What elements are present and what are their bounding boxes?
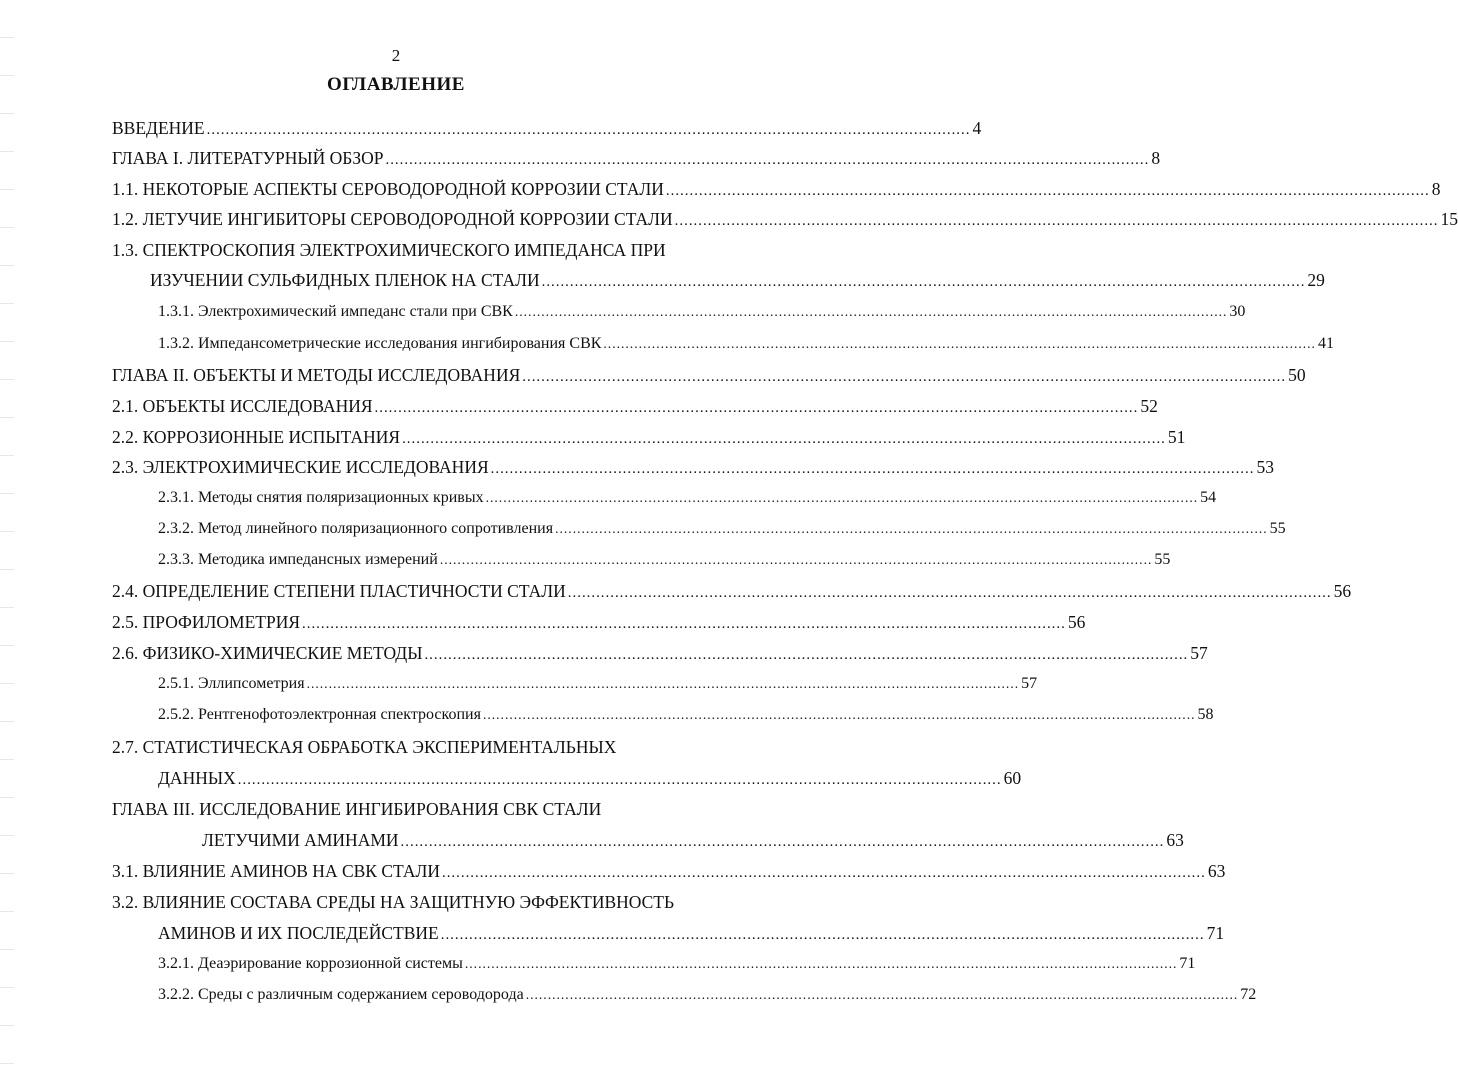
toc-entry-page: 51 xyxy=(1167,427,1186,447)
toc-entry-2-3-3[interactable] xyxy=(158,551,1171,569)
toc-entry-1-3[interactable] xyxy=(112,240,738,261)
toc-entry-1-1[interactable] xyxy=(112,179,1441,200)
toc-entry-text: 2.5. ПРОФИЛОМЕТРИЯ xyxy=(112,612,301,632)
leader-dots: .................................................................................................................................................................. xyxy=(555,521,1268,536)
leader-dots: .................................................................................................................................................................. xyxy=(541,274,1306,290)
toc-entry-text: 2.6. ФИЗИКО-ХИМИЧЕСКИЕ МЕТОДЫ xyxy=(112,643,423,663)
toc-entry-text: 2.3.1. Методы снятия поляризационных кривых xyxy=(158,489,484,506)
toc-entry-2-7-continuation[interactable] xyxy=(158,768,1022,789)
toc-entry-page: 57 xyxy=(1021,675,1038,692)
leader-dots: .................................................................................................................................................................. xyxy=(237,772,1002,788)
toc-entry-page: 41 xyxy=(1317,335,1334,352)
leader-dots: .................................................................................................................................................................. xyxy=(439,552,1153,567)
toc-entry-chapter-1[interactable] xyxy=(112,148,1161,169)
leader-dots: .................................................................................................................................................................. xyxy=(374,400,1139,416)
toc-entry-1-3-continuation[interactable] xyxy=(150,270,1325,291)
toc-entry-3-2-continuation[interactable] xyxy=(158,923,1225,944)
toc-entry-text: 3.2.2. Среды с различным содержанием сероводорода xyxy=(158,986,524,1003)
toc-entry-page: 60 xyxy=(1003,768,1022,788)
toc-entry-3-2-1[interactable] xyxy=(158,955,1196,973)
leader-dots: .................................................................................................................................................................. xyxy=(490,461,1255,477)
toc-entry-1-3-1[interactable] xyxy=(158,303,1246,321)
toc-entry-text: ГЛАВА I. ЛИТЕРАТУРНЫЙ ОБЗОР xyxy=(112,148,384,168)
leader-dots: .................................................................................................................................................................. xyxy=(400,834,1165,850)
toc-entry-3-2[interactable] xyxy=(112,892,738,913)
toc-entry-text: 1.3. СПЕКТРОСКОПИЯ ЭЛЕКТРОХИМИЧЕСКОГО ИМПЕДАНСА ПРИ xyxy=(112,240,666,260)
toc-entry-text: 2.3.3. Методика импедансных измерений xyxy=(158,551,438,568)
leader-dots: .................................................................................................................................................................. xyxy=(206,122,971,138)
toc-entry-text: 1.1. НЕКОТОРЫЕ АСПЕКТЫ СЕРОВОДОРОДНОЙ КОРРОЗИИ СТАЛИ xyxy=(112,179,664,199)
leader-dots: .................................................................................................................................................................. xyxy=(442,865,1206,881)
leader-dots: .................................................................................................................................................................. xyxy=(385,152,1150,168)
leader-dots: .................................................................................................................................................................. xyxy=(567,585,1332,601)
toc-entry-text: 2.4. ОПРЕДЕЛЕНИЕ СТЕПЕНИ ПЛАСТИЧНОСТИ СТАЛИ xyxy=(112,581,566,601)
toc-entry-page: 58 xyxy=(1197,706,1214,723)
toc-entry-text: 2.1. ОБЪЕКТЫ ИССЛЕДОВАНИЯ xyxy=(112,396,373,416)
leader-dots: .................................................................................................................................................................. xyxy=(674,213,1439,229)
toc-entry-chapter-3[interactable] xyxy=(112,799,738,820)
toc-entry-2-6[interactable] xyxy=(112,643,1208,664)
toc-entry-text: ГЛАВА III. ИССЛЕДОВАНИЕ ИНГИБИРОВАНИЯ СВК СТАЛИ xyxy=(112,799,602,819)
toc-entry-text: 2.2. КОРРОЗИОННЫЕ ИСПЫТАНИЯ xyxy=(112,427,401,447)
toc-entry-page: 63 xyxy=(1207,861,1226,881)
toc-entry-2-5-1[interactable] xyxy=(158,675,1038,693)
toc-entry-page: 8 xyxy=(1151,148,1161,168)
toc-entry-text: 1.3.2. Импедансометрические исследования ингибирования СВК xyxy=(158,335,602,352)
toc-entry-text: ВВЕДЕНИЕ xyxy=(112,118,205,138)
toc-entry-text: 2.5.1. Эллипсометрия xyxy=(158,675,305,692)
toc-entry-3-2-2[interactable] xyxy=(158,986,1257,1004)
toc-entry-page: 56 xyxy=(1333,581,1352,601)
leader-dots: .................................................................................................................................................................. xyxy=(603,336,1316,351)
toc-entry-2-5-2[interactable] xyxy=(158,706,1214,724)
leader-dots: .................................................................................................................................................................. xyxy=(464,956,1178,971)
leader-dots: .................................................................................................................................................................. xyxy=(402,431,1166,447)
toc-entry-page: 29 xyxy=(1307,270,1325,290)
toc-entry-page: 54 xyxy=(1200,489,1217,506)
toc-entry-2-7[interactable] xyxy=(112,737,738,758)
toc-entry-2-4[interactable] xyxy=(112,581,1352,602)
leader-dots: .................................................................................................................................................................. xyxy=(440,927,1205,943)
toc-entry-2-1[interactable] xyxy=(112,396,1158,417)
toc-entry-page: 71 xyxy=(1206,923,1225,943)
leader-dots: .................................................................................................................................................................. xyxy=(665,183,1430,199)
toc-entry-introduction[interactable] xyxy=(112,118,982,139)
toc-entry-page: 56 xyxy=(1067,612,1086,632)
toc-entry-2-3-2[interactable] xyxy=(158,520,1286,538)
toc-entry-text: ДАННЫХ xyxy=(158,768,236,788)
toc-entry-page: 50 xyxy=(1288,365,1306,385)
toc-entry-text: 2.3. ЭЛЕКТРОХИМИЧЕСКИЕ ИССЛЕДОВАНИЯ xyxy=(112,457,489,477)
toc-entry-chapter-3-continuation[interactable] xyxy=(202,830,1184,851)
leader-dots: .................................................................................................................................................................. xyxy=(525,987,1239,1002)
toc-entry-2-5[interactable] xyxy=(112,612,1086,633)
toc-entry-text: 3.2. ВЛИЯНИЕ СОСТАВА СРЕДЫ НА ЗАЩИТНУЮ ЭФФЕКТИВНОСТЬ xyxy=(112,892,675,912)
toc-entry-2-3[interactable] xyxy=(112,457,1274,478)
toc-entry-page: 8 xyxy=(1431,179,1441,199)
toc-entry-page: 52 xyxy=(1140,396,1158,416)
leader-dots: .................................................................................................................................................................. xyxy=(306,676,1020,691)
toc-entry-text: 1.2. ЛЕТУЧИЕ ИНГИБИТОРЫ СЕРОВОДОРОДНОЙ КОРРОЗИИ СТАЛИ xyxy=(112,209,673,229)
toc-title: ОГЛАВЛЕНИЕ xyxy=(327,74,465,95)
leader-dots: .................................................................................................................................................................. xyxy=(485,490,1199,505)
toc-entry-text: 3.1. ВЛИЯНИЕ АМИНОВ НА СВК СТАЛИ xyxy=(112,861,440,881)
toc-entry-text: ИЗУЧЕНИИ СУЛЬФИДНЫХ ПЛЕНОК НА СТАЛИ xyxy=(150,270,540,290)
toc-entry-1-3-2[interactable] xyxy=(158,335,1334,353)
toc-entry-2-3-1[interactable] xyxy=(158,489,1217,507)
toc-entry-text: 1.3.1. Электрохимический импеданс стали при СВК xyxy=(158,303,513,320)
toc-entry-text: 2.5.2. Рентгенофотоэлектронная спектроскопия xyxy=(158,706,481,723)
toc-entry-page: 15 xyxy=(1440,209,1458,229)
leader-dots: .................................................................................................................................................................. xyxy=(522,369,1287,385)
toc-entry-page: 55 xyxy=(1154,551,1171,568)
leader-dots: .................................................................................................................................................................. xyxy=(302,616,1066,632)
toc-entry-3-1[interactable] xyxy=(112,861,1226,882)
toc-entry-page: 63 xyxy=(1166,830,1184,850)
toc-entry-text: 2.7. СТАТИСТИЧЕСКАЯ ОБРАБОТКА ЭКСПЕРИМЕНТАЛЬНЫХ xyxy=(112,737,617,757)
toc-entry-page: 55 xyxy=(1269,520,1286,537)
toc-entry-1-2[interactable] xyxy=(112,209,1458,230)
toc-entry-chapter-2[interactable] xyxy=(112,365,1306,386)
toc-entry-text: ГЛАВА II. ОБЪЕКТЫ И МЕТОДЫ ИССЛЕДОВАНИЯ xyxy=(112,365,521,385)
toc-entry-text: АМИНОВ И ИХ ПОСЛЕДЕЙСТВИЕ xyxy=(158,923,439,943)
toc-entry-page: 53 xyxy=(1256,457,1274,477)
toc-entry-2-2[interactable] xyxy=(112,427,1186,448)
toc-entry-page: 72 xyxy=(1240,986,1257,1003)
toc-entry-text: 2.3.2. Метод линейного поляризационного сопротивления xyxy=(158,520,554,537)
toc-entry-text: ЛЕТУЧИМИ АМИНАМИ xyxy=(202,830,399,850)
leader-dots: .................................................................................................................................................................. xyxy=(482,707,1196,722)
toc-entry-text: 3.2.1. Деаэрирование коррозионной системы xyxy=(158,955,463,972)
leader-dots: .................................................................................................................................................................. xyxy=(424,647,1189,663)
scan-margin-artifact xyxy=(0,0,14,1086)
toc-entry-page: 57 xyxy=(1190,643,1208,663)
toc-entry-page: 30 xyxy=(1229,303,1246,320)
toc-entry-page: 4 xyxy=(972,118,982,138)
page-number: 2 xyxy=(391,46,401,65)
leader-dots: .................................................................................................................................................................. xyxy=(514,304,1228,319)
toc-entry-page: 71 xyxy=(1179,955,1196,972)
